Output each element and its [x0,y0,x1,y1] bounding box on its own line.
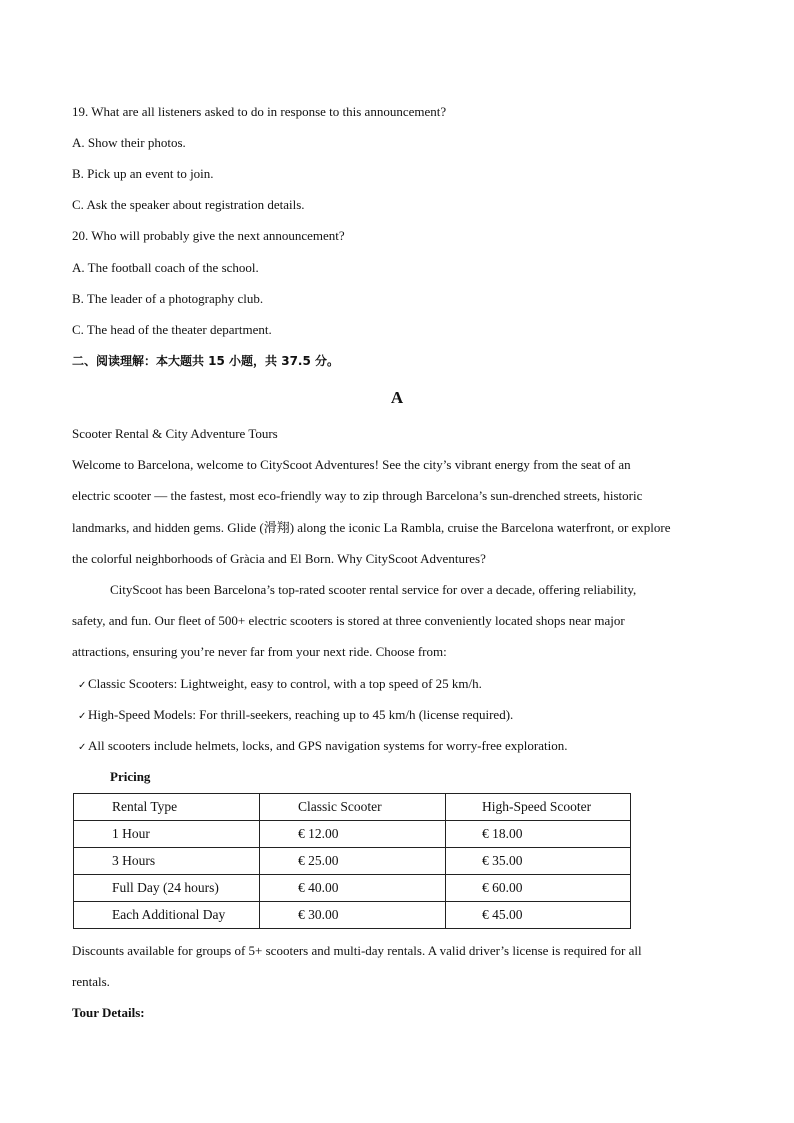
para1-line1: Welcome to Barcelona, welcome to CityScoot Adventures! See the city’s vibrant energy from the seat of an [72,457,631,472]
pricing-label: Pricing [110,769,151,784]
para1-line3: landmarks, and hidden gems. Glide (滑翔) along the iconic La Rambla, cruise the Barcelona waterfront, or explore [72,520,671,535]
question-19-option-c: C. Ask the speaker about registration details. [72,197,305,212]
discount-line2: rentals. [72,974,110,989]
para1-line2: electric scooter — the fastest, most eco-friendly way to zip through Barcelona’s sun-drenched streets, historic [72,488,643,503]
question-20-option-b: B. The leader of a photography club. [72,291,264,306]
section-heading: 二、阅读理解：本大题共 15 小题，共 37.5 分。 [72,354,340,368]
pricing-table [73,793,631,929]
table-header-cell: Rental Type [74,794,260,821]
passage-letter: A [390,388,404,407]
table-header-cell: Classic Scooter [260,794,446,821]
question-20-option-c: C. The head of the theater department. [72,322,272,337]
table-row [74,821,631,848]
table-header-row [74,794,631,821]
table-cell: € 25.00 [260,848,446,875]
bullet-high-speed [78,707,513,725]
para2-line1: CityScoot has been Barcelona’s top-rated scooter rental service for over a decade, offering reliability, [110,582,637,597]
table-cell: € 35.00 [446,848,631,875]
question-20-stem: 20. Who will probably give the next announcement? [72,228,345,243]
para1-line4: the colorful neighborhoods of Gràcia and El Born. Why CityScoot Adventures? [72,551,486,566]
table-row [74,875,631,902]
question-19-option-b: B. Pick up an event to join. [72,166,214,181]
question-19-option-a: A. Show their photos. [72,135,186,150]
para2-line3: attractions, ensuring you’re never far from your next ride. Choose from: [72,644,447,659]
bullet-text: All scooters include helmets, locks, and GPS navigation systems for worry-free exploration. [88,738,568,753]
table-cell: € 60.00 [446,875,631,902]
table-cell: 1 Hour [74,821,260,848]
question-20-option-a: A. The football coach of the school. [72,260,259,275]
table-row [74,848,631,875]
table-cell: € 18.00 [446,821,631,848]
question-19-stem: 19. What are all listeners asked to do in response to this announcement? [72,104,447,119]
check-icon: ✓ [78,742,87,753]
table-cell: € 40.00 [260,875,446,902]
check-icon: ✓ [78,711,87,722]
passage-title: Scooter Rental & City Adventure Tours [72,426,278,441]
table-header-cell: High-Speed Scooter [446,794,631,821]
table-cell: Each Additional Day [74,902,260,929]
discount-line1: Discounts available for groups of 5+ scooters and multi-day rentals. A valid driver’s license is required for all [72,943,642,958]
bullet-text: High-Speed Models: For thrill-seekers, reaching up to 45 km/h (license required). [88,707,514,722]
bullet-text: Classic Scooters: Lightweight, easy to control, with a top speed of 25 km/h. [88,676,482,691]
check-icon: ✓ [78,680,87,691]
bullet-classic [78,676,482,694]
table-cell: € 30.00 [260,902,446,929]
table-cell: € 45.00 [446,902,631,929]
table-row [74,902,631,929]
table-cell: Full Day (24 hours) [74,875,260,902]
bullet-equipment [78,738,567,756]
para2-line2: safety, and fun. Our fleet of 500+ electric scooters is stored at three conveniently located shops near major [72,613,625,628]
table-cell: 3 Hours [74,848,260,875]
table-cell: € 12.00 [260,821,446,848]
tour-details-label: Tour Details: [72,1005,145,1020]
